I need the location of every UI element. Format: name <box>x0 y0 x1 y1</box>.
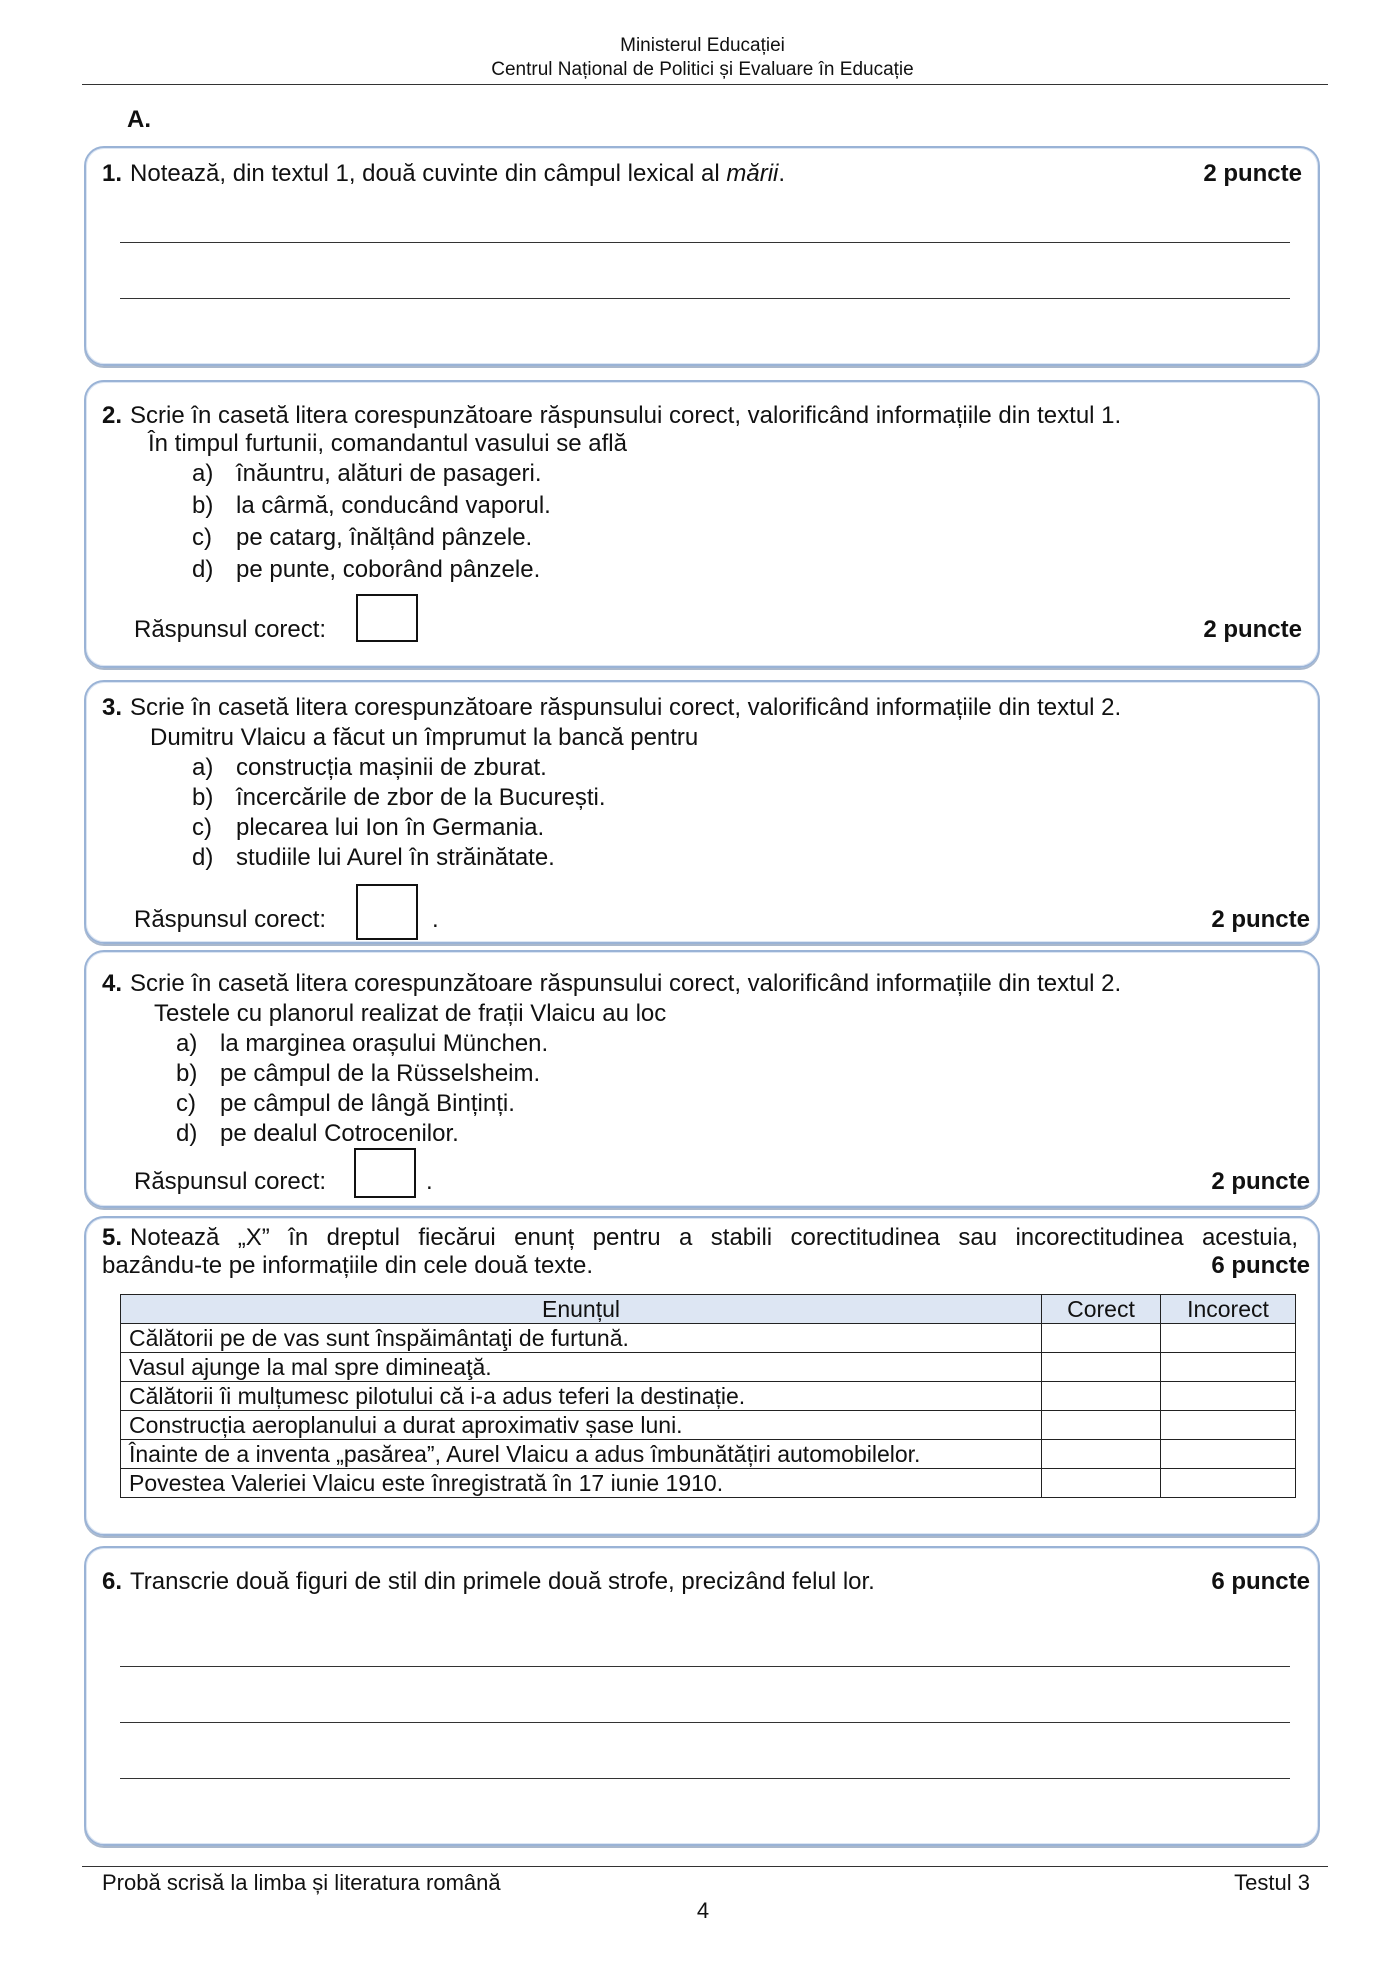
answer-box[interactable] <box>354 1148 416 1198</box>
answer-line[interactable] <box>120 1666 1290 1667</box>
period: . <box>426 1168 433 1195</box>
header-statement: Enunțul <box>121 1295 1042 1324</box>
question-4-box <box>84 950 1320 1208</box>
question-2-text: 2. Scrie în casetă litera corespunzătoare răspunsului corect, valorificând informațiile din textul 1. <box>102 402 1122 429</box>
header-correct: Corect <box>1042 1295 1161 1324</box>
option-a: a) la marginea orașului München. <box>176 1030 549 1057</box>
question-3-box <box>84 680 1320 944</box>
correct-cell[interactable] <box>1042 1440 1161 1469</box>
section-label: A. <box>127 106 151 133</box>
table-row <box>121 1411 1296 1440</box>
correct-cell[interactable] <box>1042 1382 1161 1411</box>
header-divider <box>82 84 1328 85</box>
table-row <box>121 1440 1296 1469</box>
option-c: c) pe câmpul de lângă Binținți. <box>176 1090 515 1117</box>
header-ministry: Ministerul Educației <box>620 35 785 56</box>
answer-box[interactable] <box>356 594 418 642</box>
statement-cell: Construcția aeroplanului a durat aproximativ șase luni. <box>121 1411 1042 1440</box>
footer-divider <box>82 1866 1328 1867</box>
question-3-points: 2 puncte <box>1211 906 1310 933</box>
option-b: b) la cârmă, conducând vaporul. <box>192 492 551 519</box>
question-6-points: 6 puncte <box>1211 1568 1310 1595</box>
page-header <box>80 34 1325 82</box>
option-c: c) plecarea lui Ion în Germania. <box>192 814 545 841</box>
question-3-stem: Dumitru Vlaicu a făcut un împrumut la bancă pentru <box>150 724 699 751</box>
correct-cell[interactable] <box>1042 1353 1161 1382</box>
page-number: 4 <box>696 1898 710 1923</box>
question-6-number: 6. <box>102 1568 123 1595</box>
incorrect-cell[interactable] <box>1161 1469 1296 1498</box>
incorrect-cell[interactable] <box>1161 1324 1296 1353</box>
incorrect-cell[interactable] <box>1161 1353 1296 1382</box>
footer-subject: Probă scrisă la limba și literatura română <box>102 1870 501 1895</box>
table-row <box>121 1353 1296 1382</box>
table-row <box>121 1324 1296 1353</box>
question-1-points: 2 puncte <box>1203 160 1302 187</box>
header-center: Centrul Național de Politici și Evaluare în Educație <box>491 59 914 80</box>
option-d: d) pe punte, coborând pânzele. <box>192 556 541 583</box>
question-2-points: 2 puncte <box>1203 616 1302 643</box>
question-5-text: 5. Notează „X” în dreptul fiecărui enunț pentru a stabili corectitudinea sau incorectitudinea acestuia, <box>102 1224 1298 1251</box>
italic-word: mării <box>726 160 779 187</box>
table-row <box>121 1469 1296 1498</box>
question-4-number: 4. <box>102 970 123 997</box>
question-3-text: 3. Scrie în casetă litera corespunzătoare răspunsului corect, valorificând informațiile din textul 2. <box>102 694 1122 721</box>
question-2-stem: În timpul furtunii, comandantul vasului se află <box>148 430 627 457</box>
question-6-box <box>84 1546 1320 1846</box>
statements-table <box>120 1294 1296 1498</box>
incorrect-cell[interactable] <box>1161 1440 1296 1469</box>
answer-line[interactable] <box>120 298 1290 299</box>
answer-line[interactable] <box>120 1722 1290 1723</box>
question-5-number: 5. <box>102 1224 123 1251</box>
question-5-text-cont: bazându-te pe informațiile din cele două texte. <box>102 1252 593 1279</box>
question-4-points: 2 puncte <box>1211 1168 1310 1195</box>
statement-cell: Călătorii îi mulțumesc pilotului că i-a adus teferi la destinație. <box>121 1382 1042 1411</box>
option-b: b) pe câmpul de la Rüsselsheim. <box>176 1060 541 1087</box>
period: . <box>432 906 439 933</box>
header-incorrect: Incorect <box>1161 1295 1296 1324</box>
option-a: a) înăuntru, alături de pasageri. <box>192 460 542 487</box>
question-1-text: 1. Notează, din textul 1, două cuvinte din câmpul lexical al mării. <box>102 160 786 187</box>
answer-line[interactable] <box>120 1778 1290 1779</box>
incorrect-cell[interactable] <box>1161 1382 1296 1411</box>
correct-cell[interactable] <box>1042 1469 1161 1498</box>
answer-line[interactable] <box>120 242 1290 243</box>
answer-box[interactable] <box>356 884 418 940</box>
answer-label: Răspunsul corect: <box>134 906 327 933</box>
option-b: b) încercările de zbor de la București. <box>192 784 606 811</box>
table-header-row <box>121 1295 1296 1324</box>
question-6-text: 6. Transcrie două figuri de stil din primele două strofe, precizând felul lor. <box>102 1568 875 1595</box>
statement-cell: Călătorii pe de vas sunt înspăimântaţi de furtună. <box>121 1324 1042 1353</box>
question-5-box <box>84 1216 1320 1536</box>
option-c: c) pe catarg, înălțând pânzele. <box>192 524 533 551</box>
question-2-number: 2. <box>102 402 123 429</box>
question-4-stem: Testele cu planorul realizat de frații Vlaicu au loc <box>154 1000 667 1027</box>
statement-cell: Înainte de a inventa „pasărea”, Aurel Vlaicu a adus îmbunătățiri automobilelor. <box>121 1440 1042 1469</box>
option-a: a) construcția mașinii de zburat. <box>192 754 547 781</box>
incorrect-cell[interactable] <box>1161 1411 1296 1440</box>
answer-label: Răspunsul corect: <box>134 616 327 643</box>
option-d: d) studiile lui Aurel în străinătate. <box>192 844 555 871</box>
question-5-points: 6 puncte <box>1211 1252 1310 1279</box>
statement-cell: Povestea Valeriei Vlaicu este înregistrată în 17 iunie 1910. <box>121 1469 1042 1498</box>
question-4-text: 4. Scrie în casetă litera corespunzătoare răspunsului corect, valorificând informațiile din textul 2. <box>102 970 1122 997</box>
statement-cell: Vasul ajunge la mal spre dimineaţă. <box>121 1353 1042 1382</box>
table-row <box>121 1382 1296 1411</box>
answer-label: Răspunsul corect: <box>134 1168 327 1195</box>
correct-cell[interactable] <box>1042 1411 1161 1440</box>
correct-cell[interactable] <box>1042 1324 1161 1353</box>
question-1-number: 1. <box>102 160 123 187</box>
question-3-number: 3. <box>102 694 123 721</box>
question-1-box <box>84 146 1320 366</box>
option-d: d) pe dealul Cotrocenilor. <box>176 1120 459 1147</box>
question-2-box <box>84 380 1320 668</box>
footer-test: Testul 3 <box>1234 1870 1310 1895</box>
